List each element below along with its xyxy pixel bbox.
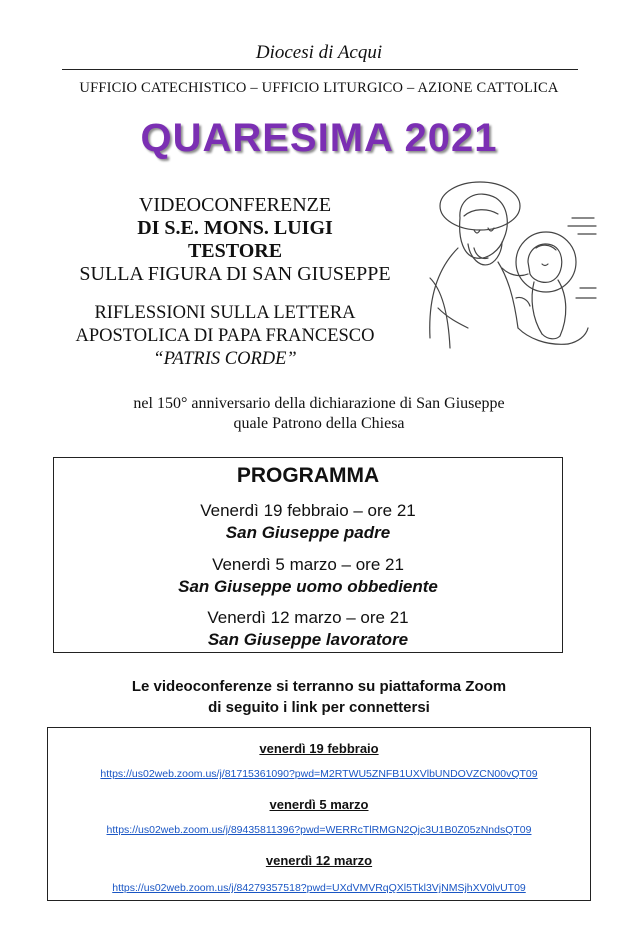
reflections-line-1: RIFLESSIONI SULLA LETTERA xyxy=(94,303,356,323)
reflections-heading xyxy=(40,302,410,371)
link-label: venerdì 12 marzo xyxy=(265,853,373,868)
zoom-note-line-1: Le videoconferenze si terranno su piattaforma Zoom xyxy=(131,678,507,695)
videoconference-heading xyxy=(40,194,430,286)
zoom-link[interactable]: https://us02web.zoom.us/j/89435811396?pwd=WERRcTlRMGN2Qjc3U1B0Z05zNndsQT09 xyxy=(106,824,532,836)
anniversary-line-2: quale Patrono della Chiesa xyxy=(233,415,405,432)
reflections-line-2: APOSTOLICA DI PAPA FRANCESCO xyxy=(75,326,375,346)
link-label: venerdì 5 marzo xyxy=(269,797,369,812)
page-title: QUARESIMA 2021 xyxy=(140,116,498,160)
event-title: San Giuseppe uomo obbediente xyxy=(178,577,438,596)
video-line-4: SULLA FIGURA DI SAN GIUSEPPE xyxy=(79,263,391,285)
offices-line: UFFICIO CATECHISTICO – UFFICIO LITURGICO – AZIONE CATTOLICA xyxy=(79,80,559,96)
event-title: San Giuseppe lavoratore xyxy=(207,630,409,649)
link-label: venerdì 19 febbraio xyxy=(259,741,379,756)
event-date: Venerdì 5 marzo – ore 21 xyxy=(212,555,404,574)
header-rule xyxy=(62,69,578,70)
diocese-name: Diocesi di Acqui xyxy=(255,42,383,63)
video-line-1: VIDEOCONFERENZE xyxy=(138,194,332,216)
reflections-line-3: “PATRIS CORDE” xyxy=(153,349,297,369)
anniversary-text xyxy=(0,394,638,434)
zoom-note xyxy=(0,676,638,718)
event-date: Venerdì 19 febbraio – ore 21 xyxy=(200,501,416,520)
zoom-link[interactable]: https://us02web.zoom.us/j/81715361090?pwd=M2RTWU5ZNFB1UXVlbUNDOVZCN00vQT09 xyxy=(100,768,538,780)
zoom-note-line-2: di seguito i link per connettersi xyxy=(208,699,430,716)
zoom-link[interactable]: https://us02web.zoom.us/j/84279357518?pwd=UXdVMVRqQXl5Tkl3VjNMSjhXV0lvUT09 xyxy=(112,882,526,894)
video-line-2: DI S.E. MONS. LUIGI xyxy=(137,217,333,239)
video-line-3: TESTORE xyxy=(187,240,283,262)
event-date: Venerdì 12 marzo – ore 21 xyxy=(207,608,409,627)
program-title: PROGRAMMA xyxy=(236,464,380,487)
anniversary-line-1: nel 150° anniversario della dichiarazione di San Giuseppe xyxy=(133,395,505,412)
event-title: San Giuseppe padre xyxy=(225,523,391,542)
saint-joseph-illustration-icon xyxy=(418,178,598,368)
